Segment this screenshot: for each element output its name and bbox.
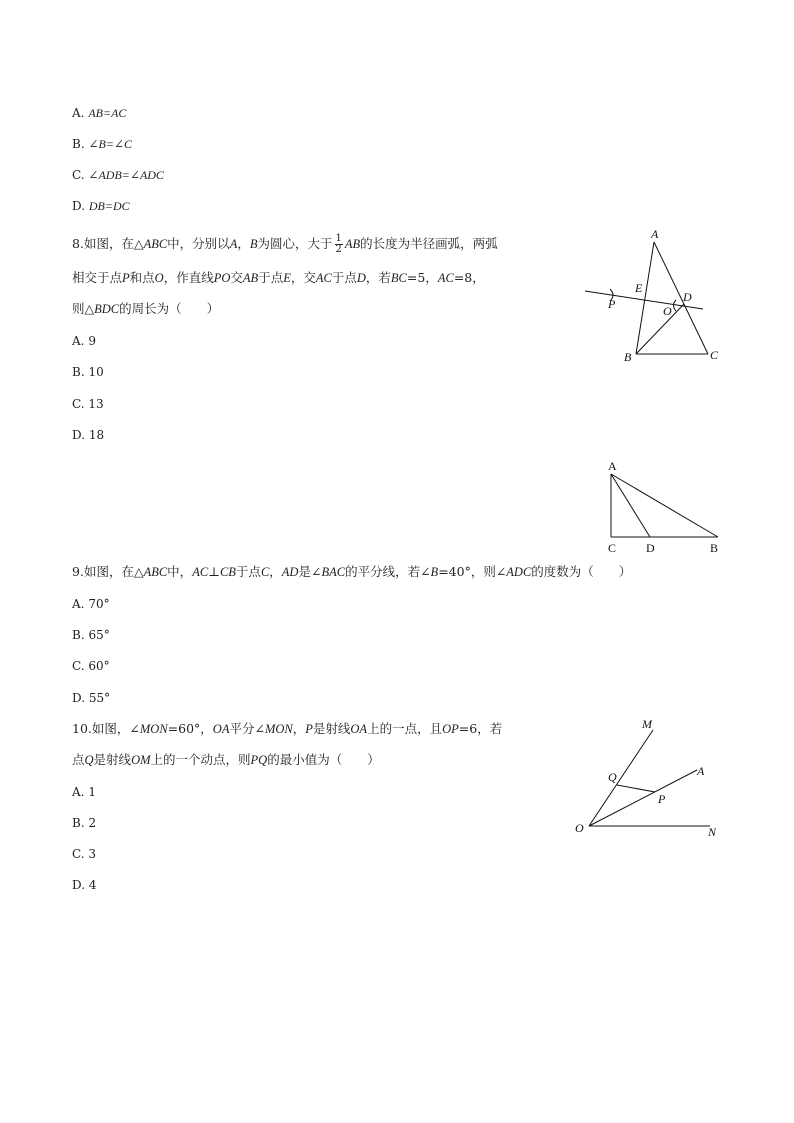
q8-option-b: B. 10 [72,365,104,379]
q8-label-c: C [710,348,719,362]
q9-figure [600,458,730,558]
q10-ray-oa [589,770,697,826]
q9-label-d: D [646,541,655,555]
q8-stem-line-1: 8.如图，在△ABC中，分别以A，B为圆心，大于 $\frac{1}{2}$ AB的长度为半径画弧，两弧 [72,233,498,255]
q10-label-a: A [697,764,705,778]
q8-label-b: B [624,350,632,364]
q8-figure [580,225,730,365]
q10-option-d: D. 4 [72,878,97,892]
q10-label-q: Q [608,770,617,784]
q9-option-c: C. 60° [72,659,110,673]
q7-option-b: B. ∠B=∠C [72,137,133,151]
q8-side-ac [654,242,708,354]
q9-label-b: B [710,541,719,555]
q10-figure [570,715,730,845]
q7-option-a: A. AB=AC [72,106,127,120]
q8-stem-line-2: 相交于点P和点O，作直线PO交AB于点E，交AC于点D，若BC=5，AC=8， [72,270,485,285]
q9-segment-ad [611,474,650,537]
q8-option-a: A. 9 [72,334,96,348]
q10-stem-line-1: 10.如图，∠MON=60°，OA平分∠MON，P是射线OA上的一点，且OP=6，若 [72,721,503,736]
q10-label-n: N [708,825,717,839]
q10-label-p: P [658,792,666,806]
q9-option-d: D. 55° [72,691,111,705]
q8-arc-o [674,300,677,311]
q9-stem: 9.如图，在△ABC中，AC⊥CB于点C，AD是∠BAC的平分线，若∠B=40°，则∠ADC的度数为（ ） [72,564,632,579]
q8-label-a: A [651,227,659,241]
q9-option-a: A. 70° [72,597,110,611]
q10-option-c: C. 3 [72,847,97,861]
q8-label-d: D [683,290,692,304]
q7-option-d: D. DB=DC [72,199,130,213]
q9-label-c: C [608,541,617,555]
q10-segment-pq [617,785,655,792]
q8-label-o: O [663,304,672,318]
q7-option-c: C. ∠ADB=∠ADC [72,168,164,182]
q10-stem-line-2: 点Q是射线OM上的一个动点，则PQ的最小值为（ ） [72,752,380,767]
q9-side-ab [611,474,718,537]
q8-side-ab [636,242,654,354]
q9-label-a: A [608,459,617,473]
q8-option-d: D. 18 [72,428,105,442]
q10-label-m: M [642,717,652,731]
q10-option-a: A. 1 [72,785,96,799]
q9-option-b: B. 65° [72,628,110,642]
q10-label-o: O [575,821,584,835]
q8-stem-line-3: 则△BDC的周长为（ ） [72,301,220,316]
fraction-half: $\frac{1}{2}$ [335,233,342,255]
q8-label-p: P [608,297,616,311]
q8-option-c: C. 13 [72,397,104,411]
q10-option-b: B. 2 [72,816,97,830]
q8-label-e: E [635,281,643,295]
q10-ray-om [589,730,653,826]
